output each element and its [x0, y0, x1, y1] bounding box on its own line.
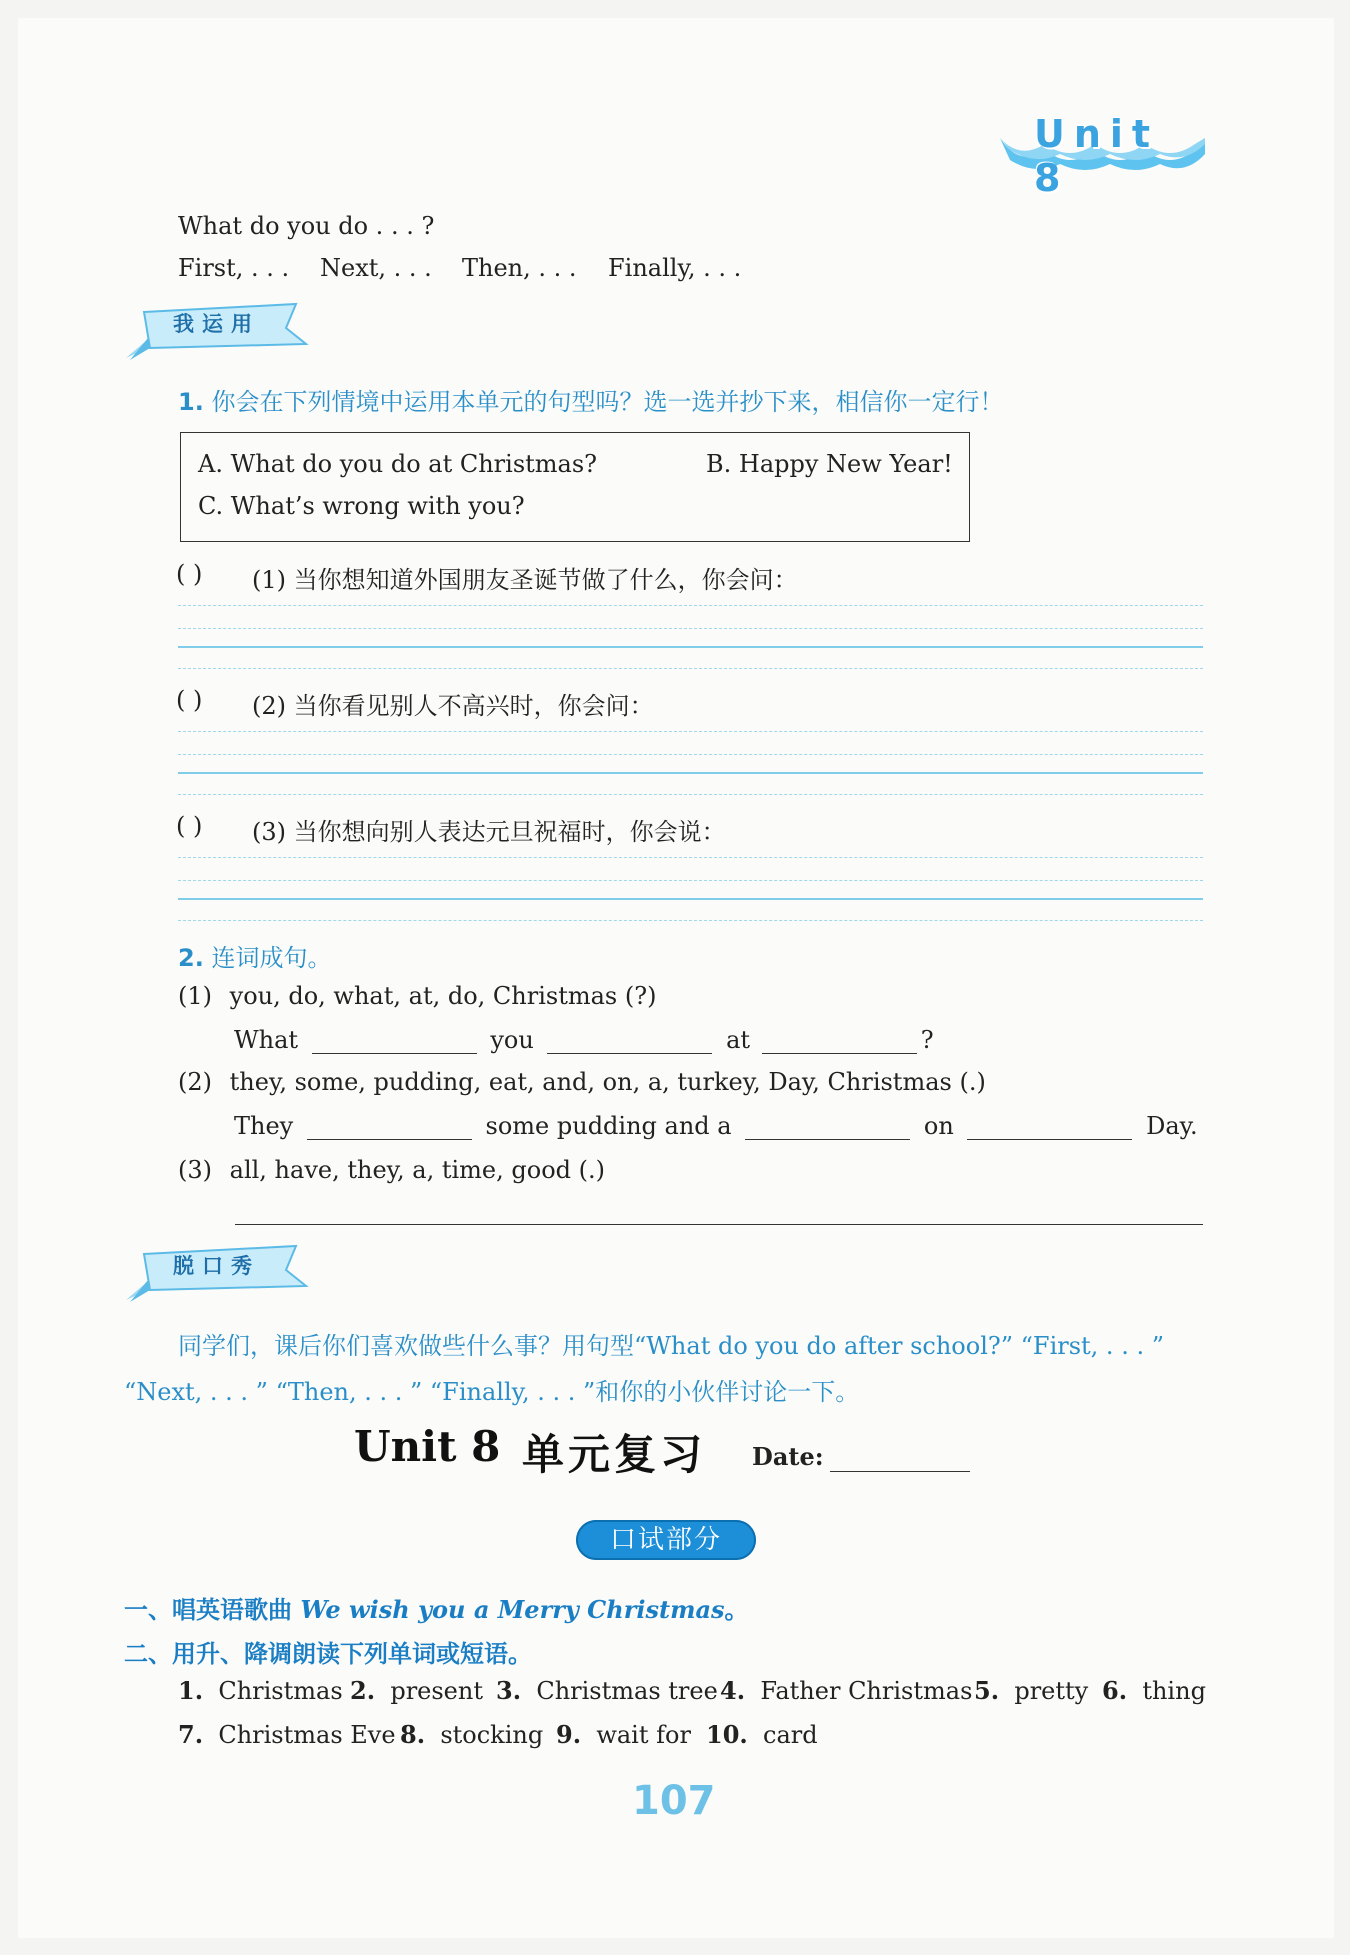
- pattern-finally: Finally, . . .: [608, 254, 742, 282]
- date-label: Date:: [752, 1442, 824, 1471]
- option-b: B. Happy New Year!: [706, 450, 953, 478]
- vocab-item: 5. pretty: [974, 1676, 1089, 1705]
- writing-line: [178, 898, 1203, 900]
- option-a: A. What do you do at Christmas?: [198, 450, 598, 478]
- q2-sentence: [234, 1112, 1198, 1140]
- talk-line-2: “Next, . . . ” “Then, . . . ” “Finally, . . . ”和你的小伙伴讨论一下。: [124, 1378, 860, 1406]
- writing-line: [178, 628, 1203, 629]
- section-tag-talk: [126, 1242, 311, 1304]
- q1-word: What: [234, 1026, 299, 1054]
- oral-sec1-prefix: 一、唱英语歌曲: [124, 1596, 301, 1624]
- writing-line: [178, 668, 1203, 669]
- ex2-heading: [178, 938, 331, 973]
- ex1-item-3: (3) 当你想向别人表达元旦祝福时，你会说：: [252, 818, 726, 846]
- writing-line: [178, 880, 1203, 881]
- q1-end: ?: [920, 1026, 934, 1054]
- writing-line: [178, 731, 1203, 732]
- writing-line: [178, 772, 1203, 774]
- ex2-instruction: 连词成句。: [211, 944, 332, 972]
- q2-words: they, some, pudding, eat, and, on, a, turkey, Day, Christmas (.): [229, 1068, 986, 1096]
- fill-blank[interactable]: [762, 1029, 917, 1054]
- q2-word: They: [234, 1112, 294, 1140]
- review-unit: Unit 8: [354, 1422, 501, 1471]
- fill-blank[interactable]: [967, 1115, 1132, 1140]
- unit-badge: [1000, 112, 1205, 200]
- writing-line: [178, 605, 1203, 606]
- writing-line: [178, 794, 1203, 795]
- q1-sentence: [234, 1026, 934, 1054]
- option-c: C. What’s wrong with you?: [198, 492, 525, 520]
- song-title: We wish you a Merry Christmas: [300, 1595, 725, 1624]
- vocab-item: 10. card: [706, 1720, 818, 1749]
- fill-blank[interactable]: [547, 1029, 712, 1054]
- pattern-question: What do you do . . . ?: [178, 212, 435, 240]
- q1-words: you, do, what, at, do, Christmas (?): [229, 982, 657, 1010]
- pattern-then: Then, . . .: [462, 254, 577, 282]
- vocab-item: 6. thing: [1102, 1676, 1206, 1705]
- vocab-item: 9. wait for: [556, 1720, 691, 1749]
- options-box: [180, 432, 970, 542]
- q2-word: Day.: [1146, 1112, 1198, 1140]
- ex1-item-2: (2) 当你看见别人不高兴时，你会问：: [252, 692, 654, 720]
- talk-line-1: 同学们，课后你们喜欢做些什么事？用句型“What do you do after school?” “First, . . . ”: [178, 1332, 1164, 1360]
- writing-line: [178, 646, 1203, 648]
- page-number: 107: [632, 1778, 716, 1824]
- writing-line: [178, 857, 1203, 858]
- answer-paren[interactable]: ( ): [176, 686, 203, 714]
- ex1-item-1: (1) 当你想知道外国朋友圣诞节做了什么，你会问：: [252, 566, 798, 594]
- answer-paren[interactable]: ( ): [176, 812, 203, 840]
- unit-badge-label: Unit 8: [1034, 112, 1160, 200]
- q3-words: all, have, they, a, time, good (.): [229, 1156, 605, 1184]
- q2-word: some pudding and a: [485, 1112, 732, 1140]
- pattern-next: Next, . . .: [320, 254, 432, 282]
- ex2-q1: [178, 982, 656, 1010]
- q2-number: (2): [178, 1068, 212, 1096]
- oral-section-2: 二、用升、降调朗读下列单词或短语。: [124, 1640, 532, 1668]
- oral-section-pill: 口试部分: [576, 1520, 756, 1560]
- oral-section-1: [124, 1590, 749, 1625]
- section-tag-use: [126, 300, 311, 362]
- ex2-number: 2.: [178, 944, 204, 972]
- vocab-item: 3. Christmas tree: [496, 1676, 718, 1705]
- q1-word: you: [490, 1026, 534, 1054]
- vocab-item: 7. Christmas Eve: [178, 1720, 396, 1749]
- vocab-item: 4. Father Christmas: [720, 1676, 973, 1705]
- ex2-q2: [178, 1068, 986, 1096]
- fill-blank[interactable]: [312, 1029, 477, 1054]
- ex1-heading: [178, 382, 1003, 417]
- answer-paren[interactable]: ( ): [176, 560, 203, 588]
- vocab-item: 2. present: [350, 1676, 483, 1705]
- oral-sec1-end: 。: [724, 1596, 749, 1624]
- q1-number: (1): [178, 982, 212, 1010]
- q3-answer-line[interactable]: [235, 1224, 1203, 1225]
- fill-blank[interactable]: [745, 1115, 910, 1140]
- ex2-q3: [178, 1156, 605, 1184]
- writing-line: [178, 920, 1203, 921]
- ex1-number: 1.: [178, 388, 204, 416]
- section-tag-talk-label: 脱口秀: [173, 1254, 260, 1278]
- review-title: 单元复习: [522, 1430, 707, 1479]
- vocab-item: 1. Christmas: [178, 1676, 343, 1705]
- q3-number: (3): [178, 1156, 212, 1184]
- date-input[interactable]: [830, 1471, 970, 1472]
- fill-blank[interactable]: [307, 1115, 472, 1140]
- section-tag-use-label: 我运用: [173, 312, 260, 336]
- pattern-first: First, . . .: [178, 254, 290, 282]
- vocab-item: 8. stocking: [400, 1720, 544, 1749]
- q2-word: on: [923, 1112, 954, 1140]
- ex1-instruction: 你会在下列情境中运用本单元的句型吗？选一选并抄下来，相信你一定行！: [211, 388, 1004, 416]
- q1-word: at: [726, 1026, 751, 1054]
- writing-line: [178, 754, 1203, 755]
